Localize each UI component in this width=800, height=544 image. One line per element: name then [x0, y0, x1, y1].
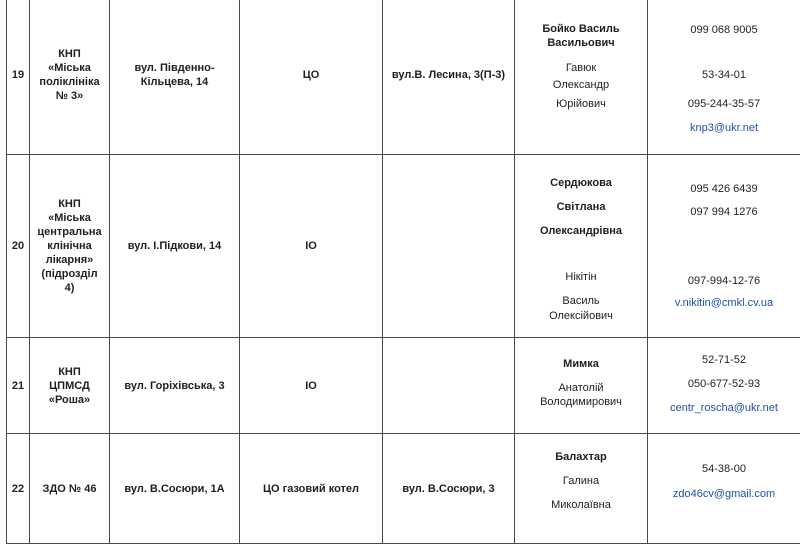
organization-cell: КНП «Міська центральна клінічна лікарня» (підрозділ 4) [30, 155, 110, 338]
person-name: Василь [515, 295, 647, 307]
phone-number: 097 994 1276 [648, 206, 800, 218]
phone-number: 050-677-52-93 [648, 378, 800, 390]
person-name: Нікітін [515, 271, 647, 283]
row-number: 19 [7, 0, 30, 155]
contacts-cell [648, 0, 800, 155]
person-name: Анатолій [515, 382, 647, 394]
table-row [7, 338, 800, 434]
contacts-cell [648, 155, 800, 338]
row-number: 21 [7, 338, 30, 434]
source-cell [383, 155, 515, 338]
table-row [7, 434, 800, 544]
email-link[interactable]: knp3@ukr.net [648, 122, 800, 134]
person-name: Галина [515, 475, 647, 487]
heating-contacts-table [6, 0, 800, 544]
person-name: Бойко Василь [515, 22, 647, 36]
row-number: 22 [7, 434, 30, 544]
contacts-cell [648, 434, 800, 544]
source-cell: вул.В. Лесина, 3(П-3) [383, 0, 515, 155]
row-number: 20 [7, 155, 30, 338]
phone-number: 097-994-12-76 [648, 275, 800, 287]
email-link[interactable]: centr_roscha@ukr.net [648, 402, 800, 414]
person-name: Гавюк [515, 61, 647, 75]
responsible-persons-cell [515, 155, 648, 338]
heating-type-cell: ІО [240, 338, 383, 434]
person-name: Сердюкова [515, 177, 647, 189]
responsible-persons-cell [515, 0, 648, 155]
phone-number: 54-38-00 [648, 463, 800, 475]
organization-cell: ЗДО № 46 [30, 434, 110, 544]
email-link[interactable]: v.nikitin@cmkl.cv.ua [648, 297, 800, 309]
person-name: Миколаївна [515, 499, 647, 511]
address-cell: вул. Горіхівська, 3 [110, 338, 240, 434]
person-name: Васильович [515, 36, 647, 50]
heating-type-cell: ЦО газовий котел [240, 434, 383, 544]
person-name: Олексійович [515, 310, 647, 322]
source-cell [383, 338, 515, 434]
heating-type-cell: ЦО [240, 0, 383, 155]
responsible-persons-cell [515, 338, 648, 434]
table-row [7, 155, 800, 338]
contacts-cell [648, 338, 800, 434]
heating-type-cell: ІО [240, 155, 383, 338]
address-cell: вул. В.Сосюри, 1А [110, 434, 240, 544]
phone-number: 52-71-52 [648, 354, 800, 366]
person-name: Юрійович [515, 98, 647, 110]
address-cell: вул. І.Підкови, 14 [110, 155, 240, 338]
table-row [7, 0, 800, 155]
phone-number: 53-34-01 [648, 69, 800, 81]
source-cell: вул. В.Сосюри, 3 [383, 434, 515, 544]
organization-cell: КНП ЦПМСД «Роша» [30, 338, 110, 434]
phone-number: 099 068 9005 [648, 24, 800, 36]
person-name: Володимирович [515, 396, 647, 408]
phone-number: 095-244-35-57 [648, 98, 800, 110]
organization-cell: КНП «Міська поліклініка № 3» [30, 0, 110, 155]
responsible-persons-cell [515, 434, 648, 544]
person-name: Олександрівна [515, 225, 647, 237]
person-name: Олександр [515, 78, 647, 92]
phone-number: 095 426 6439 [648, 183, 800, 195]
person-name: Мимка [515, 358, 647, 370]
person-name: Світлана [515, 201, 647, 213]
person-name: Балахтар [515, 451, 647, 463]
address-cell: вул. Південно- Кільцева, 14 [110, 0, 240, 155]
email-link[interactable]: zdo46cv@gmail.com [648, 488, 800, 500]
